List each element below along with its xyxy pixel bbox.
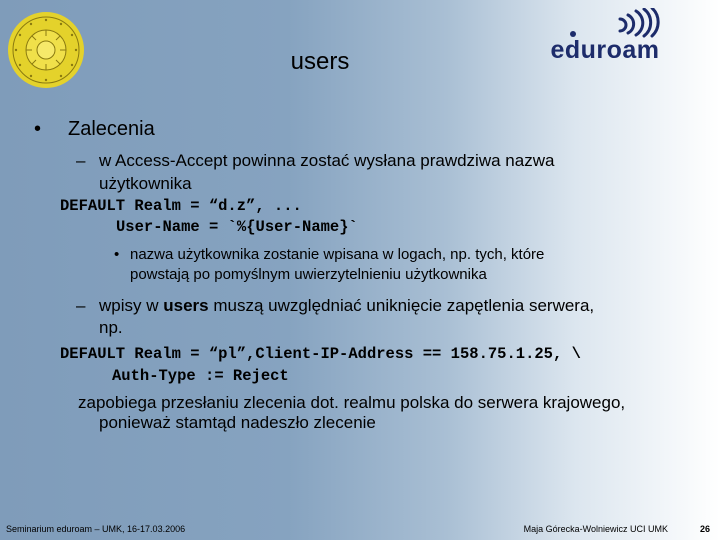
sub-item-a-line2: użytkownika (99, 174, 192, 193)
dash-marker: – (76, 296, 86, 315)
page-number: 26 (699, 524, 710, 534)
code1-line1: DEFAULT Realm = “d.z”, ... (60, 197, 302, 215)
slide-title: users (290, 48, 350, 75)
signal-waves-icon (540, 8, 670, 38)
dash-marker: – (76, 151, 86, 170)
small-bullet-marker: • (114, 246, 120, 263)
logo-wordmark: eduroam (550, 36, 660, 64)
code2-line1: DEFAULT Realm = “pl”,Client-IP-Address == 158.75.1.25, \ (60, 345, 581, 363)
sub-item-b-pre: wpisy w (99, 296, 164, 315)
bullet-main-text: Zalecenia (68, 118, 155, 140)
sub-sub-item-line1: nazwa użytkownika zostanie wpisana w logach, np. tych, które (130, 246, 545, 263)
sub-sub-item-line2: powstają po pomyślnym uwierzytelnieniu użytkownika (130, 266, 487, 283)
sub-item-b-post: muszą uwzględniać uniknięcie zapętlenia serwera, (208, 296, 595, 315)
bullet-marker: • (34, 118, 42, 140)
footer-right: Maja Górecka-Wolniewicz UCI UMK (523, 524, 668, 534)
sub-item-b-bold: users (163, 296, 209, 315)
note-line2: ponieważ stamtąd nadeszło zlecenie (99, 413, 376, 432)
footer-left: Seminarium eduroam – UMK, 16-17.03.2006 (6, 524, 186, 534)
sub-item-b-line1 (99, 296, 594, 316)
sub-item-b-line2: np. (99, 318, 123, 337)
sub-item-a-line1: w Access-Accept powinna zostać wysłana prawdziwa nazwa (99, 151, 555, 170)
code2-line2: Auth-Type := Reject (112, 367, 289, 385)
code1-line2: User-Name = `%{User-Name}` (116, 218, 358, 236)
note-line1: zapobiega przesłaniu zlecenia dot. realmu polska do serwera krajowego, (78, 393, 626, 412)
